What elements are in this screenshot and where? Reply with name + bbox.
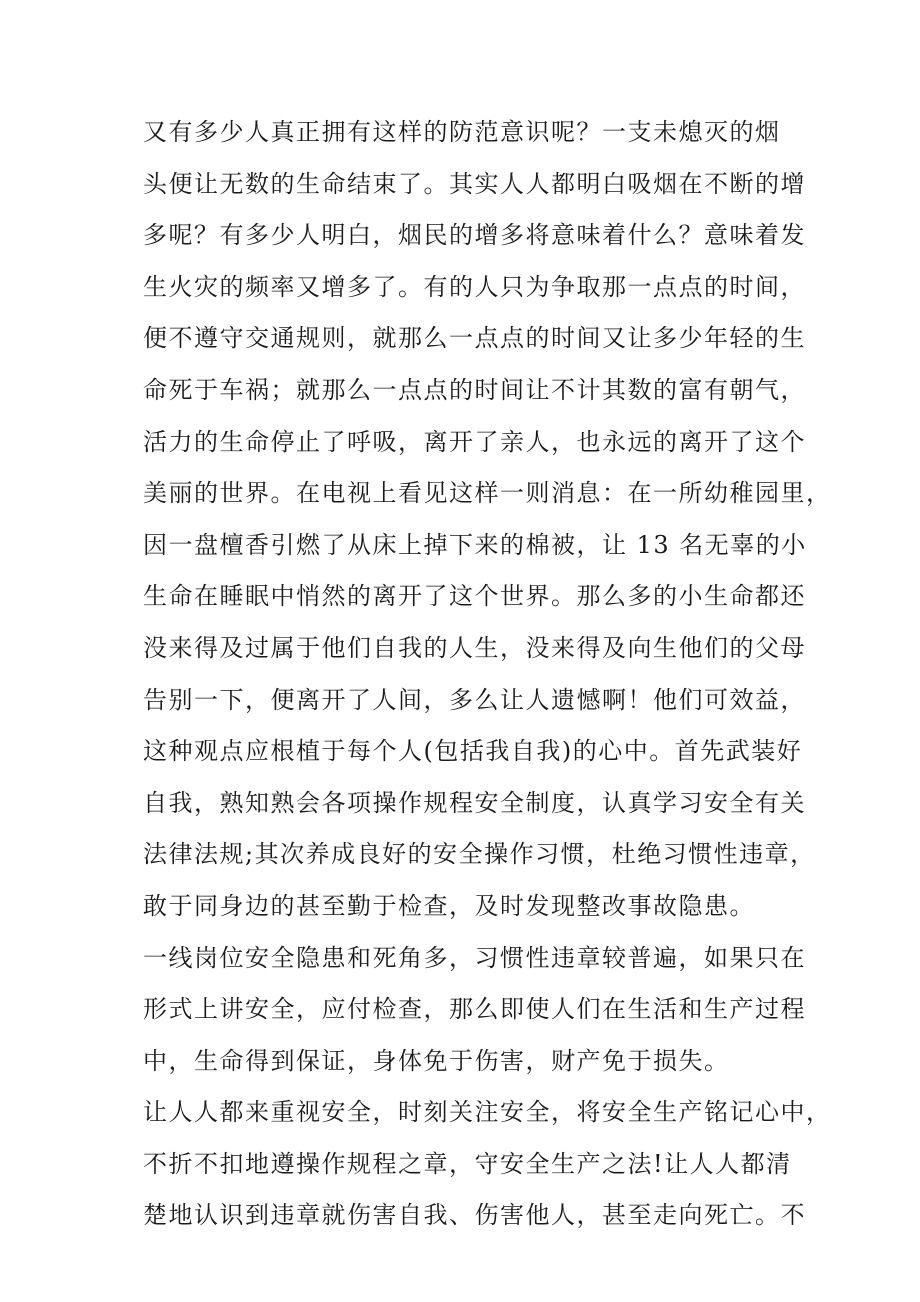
text-line: 命死于车祸；就那么一点点的时间让不计其数的富有朝气， <box>143 375 806 404</box>
text-line: 便不遵守交通规则，就那么一点点的时间又让多少年轻的生 <box>143 324 806 353</box>
text-line: 因一盘檀香引燃了从床上掉下来的棉被，让 13 名无辜的小 <box>143 530 807 559</box>
text-line: 告别一下，便离开了人间，多么让人遗憾啊！他们可效益， <box>143 685 806 714</box>
text-line: 不折不扣地遵操作规程之章，守安全生产之法!让人人都清 <box>143 1149 792 1178</box>
text-line: 又有多少人真正拥有这样的防范意识呢？一支未熄灭的烟 <box>143 118 781 146</box>
document-body-text <box>143 107 832 1242</box>
text-line: 敢于同身边的甚至勤于检查，及时发现整改事故隐患。 <box>143 891 755 920</box>
text-line: 中，生命得到保证，身体免于伤害，财产免于损失。 <box>143 1046 730 1075</box>
text-line: 这种观点应根植于每个人(包括我自我)的心中。首先武装好 <box>143 737 803 766</box>
text-line: 自我，熟知熟会各项操作规程安全制度，认真学习安全有关 <box>143 788 806 817</box>
text-line: 让人人都来重视安全，时刻关注安全，将安全生产铭记心中， <box>143 1098 832 1127</box>
text-line: 没来得及过属于他们自我的人生，没来得及向生他们的父母 <box>143 633 806 662</box>
text-line: 楚地认识到违章就伤害自我、伤害他人，甚至走向死亡。不 <box>143 1201 806 1230</box>
text-line: 多呢？有多少人明白，烟民的增多将意味着什么？意味着发 <box>143 221 806 250</box>
text-line: 生命在睡眠中悄然的离开了这个世界。那么多的小生命都还 <box>143 582 806 611</box>
text-line: 头便让无数的生命结束了。其实人人都明白吸烟在不断的增 <box>143 169 806 198</box>
text-line: 美丽的世界。在电视上看见这样一则消息：在一所幼稚园里， <box>143 479 832 508</box>
text-line: 法律法规;其次养成良好的安全操作习惯，杜绝习惯性违章， <box>143 840 816 869</box>
text-line: 活力的生命停止了呼吸，离开了亲人，也永远的离开了这个 <box>143 427 806 456</box>
text-line: 形式上讲安全，应付检查，那么即使人们在生活和生产过程 <box>143 995 806 1024</box>
text-line: 生火灾的频率又增多了。有的人只为争取那一点点的时间， <box>143 272 806 301</box>
text-line: 一线岗位安全隐患和死角多，习惯性违章较普遍，如果只在 <box>143 943 806 972</box>
